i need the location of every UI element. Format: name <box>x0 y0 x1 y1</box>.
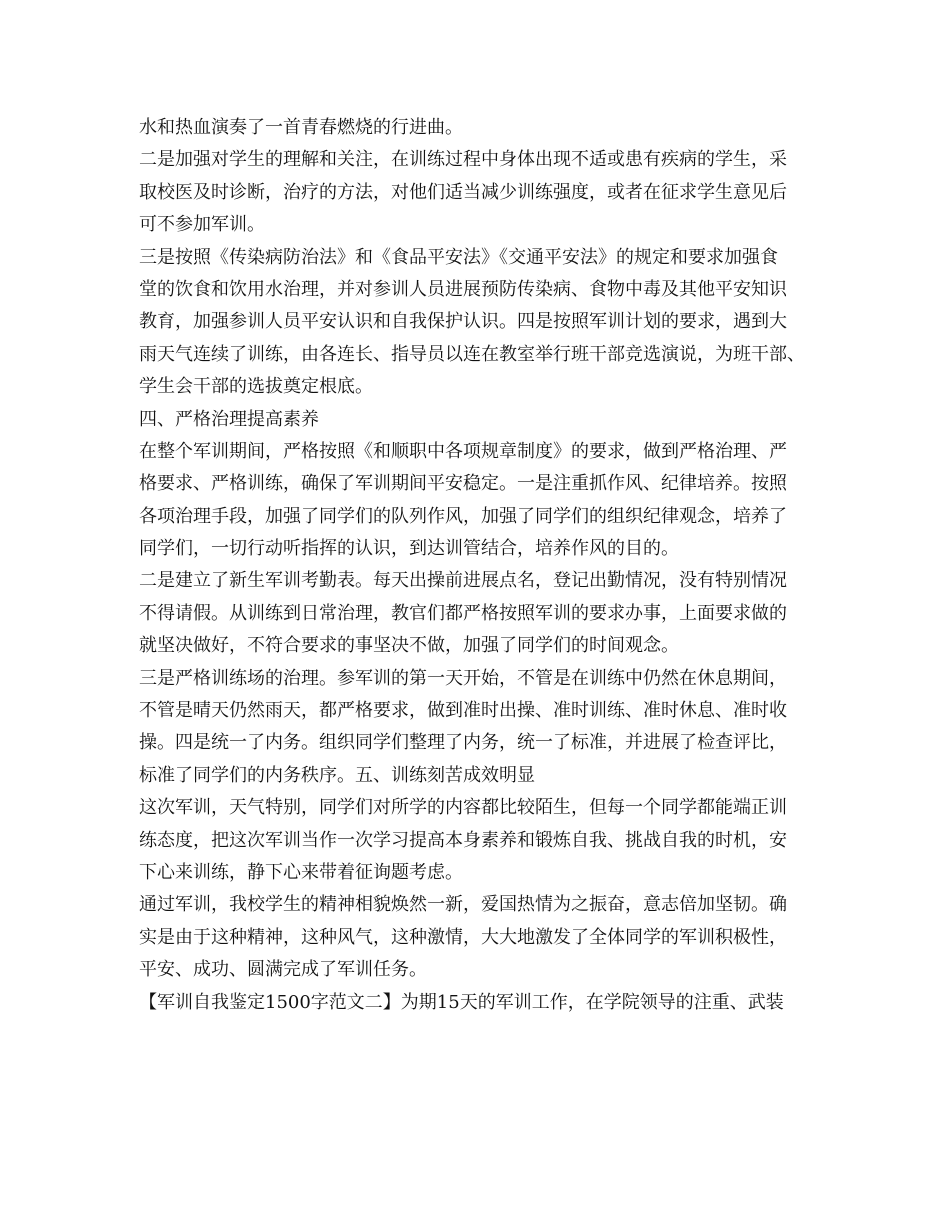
text-line: 教育，加强参训人员平安认识和自我保护认识。四是按照军训计划的要求，遇到大 <box>139 311 787 333</box>
text-line: 标准了同学们的内务秩序。五、训练刻苦成效明显 <box>139 764 535 786</box>
text-line: 各项治理手段，加强了同学们的队列作风，加强了同学们的组织纪律观念，培养了 <box>139 505 787 527</box>
text-line: 实是由于这种精神，这种风气，这种激情，大大地激发了全体同学的军训积极性， <box>139 926 787 948</box>
text-line: 练态度，把这次军训当作一次学习提高本身素养和锻炼自我、挑战自我的时机，安 <box>139 829 787 851</box>
text-line: 【军训自我鉴定1500字范文二】为期15天的军训工作，在学院领导的注重、武装 <box>139 991 784 1013</box>
text-line: 通过军训，我校学生的精神相貌焕然一新，爱国热情为之振奋，意志倍加坚韧。确 <box>139 894 787 916</box>
text-line: 就坚决做好，不符合要求的事坚决不做，加强了同学们的时间观念。 <box>139 635 679 657</box>
text-line: 二是建立了新生军训考勤表。每天出操前进展点名，登记出勤情况，没有特别情况 <box>139 570 787 592</box>
text-line: 堂的饮食和饮用水治理，并对参训人员进展预防传染病、食物中毒及其他平安知识 <box>139 278 787 300</box>
text-line: 不管是晴天仍然雨天，都严格要求，做到准时出操、准时训练、准时休息、准时收 <box>139 700 787 722</box>
text-line: 格要求、严格训练，确保了军训期间平安稳定。一是注重抓作风、纪律培养。按照 <box>139 473 787 495</box>
text-line: 在整个军训期间，严格按照《和顺职中各项规章制度》的要求，做到严格治理、严 <box>139 440 787 462</box>
text-line: 雨天气连续了训练，由各连长、指导员以连在教室举行班干部竞选演说，为班干部、 <box>139 343 805 365</box>
text-line: 这次军训，天气特别，同学们对所学的内容都比较陌生，但每一个同学都能端正训 <box>139 797 787 819</box>
text-line: 学生会干部的选拔奠定根底。 <box>139 376 373 398</box>
text-line: 平安、成功、圆满完成了军训任务。 <box>139 959 427 981</box>
text-line: 三是严格训练场的治理。参军训的第一天开始，不管是在训练中仍然在休息期间， <box>139 667 787 689</box>
text-line: 二是加强对学生的理解和关注，在训练过程中身体出现不适或患有疾病的学生，采 <box>139 149 787 171</box>
text-line: 同学们，一切行动听指挥的认识，到达训管结合，培养作风的目的。 <box>139 538 679 560</box>
text-line: 取校医及时诊断，治疗的方法，对他们适当减少训练强度，或者在征求学生意见后 <box>139 181 787 203</box>
text-line: 水和热血演奏了一首青春燃烧的行进曲。 <box>139 117 463 138</box>
text-line: 可不参加军训。 <box>139 214 265 236</box>
text-line: 三是按照《传染病防治法》和《食品平安法》《交通平安法》的规定和要求加强食 <box>139 246 778 268</box>
text-line: 下心来训练，静下心来带着征询题考虑。 <box>139 861 463 883</box>
text-line: 不得请假。从训练到日常治理，教官们都严格按照军训的要求办事，上面要求做的 <box>139 602 787 624</box>
section-heading: 四、严格治理提高素养 <box>139 408 319 430</box>
text-line: 操。四是统一了内务。组织同学们整理了内务，统一了标准，并进展了检查评比， <box>139 732 787 754</box>
document-body <box>139 112 829 1019</box>
